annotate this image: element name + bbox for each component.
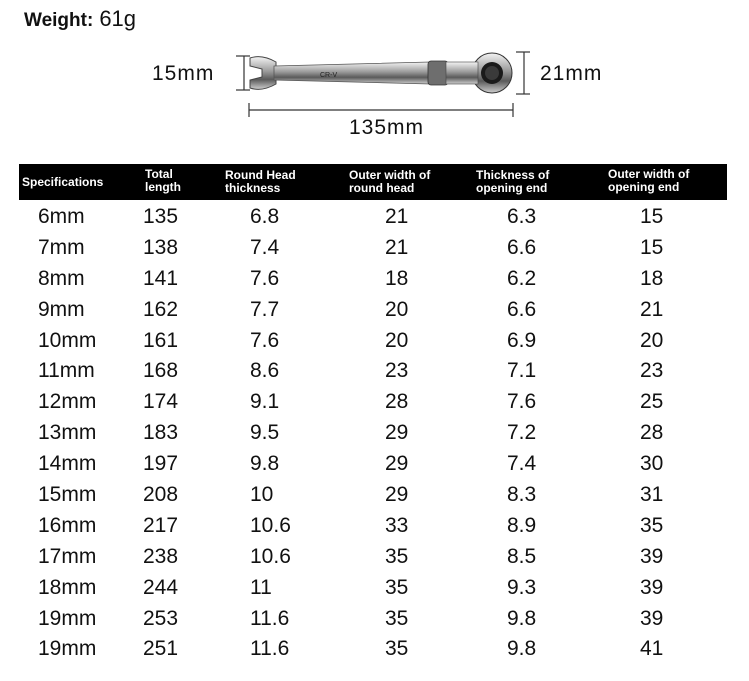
thickness-opening-cell: 7.4 xyxy=(507,452,537,476)
outer-width-opening-cell: 23 xyxy=(640,359,664,383)
table-row xyxy=(0,357,749,388)
thickness-opening-cell: 7.2 xyxy=(507,421,537,445)
table-row xyxy=(0,203,749,234)
outer-width-round-cell: 20 xyxy=(385,297,409,321)
weight-value: 61g xyxy=(99,6,137,31)
spec-cell: 15mm xyxy=(38,483,97,507)
thickness-opening-cell: 6.6 xyxy=(507,297,537,321)
table-row xyxy=(0,481,749,512)
outer-width-round-cell: 23 xyxy=(385,359,409,383)
round-head-thickness-cell: 8.6 xyxy=(250,359,280,383)
table-row xyxy=(0,327,749,358)
outer-width-opening-cell: 39 xyxy=(640,575,664,599)
outer-width-opening-cell: 39 xyxy=(640,544,664,568)
head-width-open-label: 15mm xyxy=(152,62,215,85)
header-outer-width-round: Outer width of round head xyxy=(349,168,431,195)
table-row xyxy=(0,543,749,574)
total-length-cell: 208 xyxy=(143,483,179,507)
total-length-cell: 217 xyxy=(143,513,179,537)
thickness-opening-cell: 6.3 xyxy=(507,205,537,228)
total-length-cell: 135 xyxy=(143,205,179,228)
spec-cell: 8mm xyxy=(38,266,85,290)
table-row xyxy=(0,605,749,636)
outer-width-opening-cell: 18 xyxy=(640,266,664,290)
round-head-thickness-cell: 6.8 xyxy=(250,205,280,228)
weight-spec xyxy=(24,6,136,32)
spec-cell: 11mm xyxy=(38,359,95,383)
spec-cell: 19mm xyxy=(38,637,97,661)
outer-width-round-cell: 35 xyxy=(385,544,409,568)
table-header xyxy=(19,164,727,200)
outer-width-opening-cell: 25 xyxy=(640,390,664,414)
total-length-cell: 238 xyxy=(143,544,179,568)
thickness-opening-cell: 9.3 xyxy=(507,575,537,599)
outer-width-opening-cell: 41 xyxy=(640,637,664,661)
outer-width-round-cell: 35 xyxy=(385,575,409,599)
outer-width-opening-cell: 30 xyxy=(640,452,664,476)
outer-width-round-cell: 20 xyxy=(385,328,409,352)
thickness-opening-cell: 9.8 xyxy=(507,606,537,630)
spec-cell: 9mm xyxy=(38,297,85,321)
spec-cell: 7mm xyxy=(38,235,85,259)
spec-cell: 18mm xyxy=(38,575,97,599)
outer-width-round-cell: 35 xyxy=(385,606,409,630)
thickness-opening-cell: 8.3 xyxy=(507,483,537,507)
total-length-cell: 161 xyxy=(143,328,179,352)
outer-width-round-cell: 35 xyxy=(385,637,409,661)
outer-width-opening-cell: 28 xyxy=(640,421,664,445)
total-length-cell: 183 xyxy=(143,421,179,445)
table-row xyxy=(0,265,749,296)
wrench-diagram xyxy=(0,40,749,150)
thickness-opening-cell: 8.9 xyxy=(507,513,537,537)
table-row xyxy=(0,574,749,605)
thickness-opening-cell: 9.8 xyxy=(507,637,537,661)
outer-width-round-cell: 21 xyxy=(385,235,409,259)
outer-width-opening-cell: 20 xyxy=(640,328,664,352)
spec-cell: 6mm xyxy=(38,205,85,228)
round-head-thickness-cell: 10 xyxy=(250,483,274,507)
outer-width-opening-cell: 21 xyxy=(640,297,664,321)
total-length-cell: 253 xyxy=(143,606,179,630)
outer-width-opening-cell: 15 xyxy=(640,205,664,228)
round-head-thickness-cell: 9.1 xyxy=(250,390,280,414)
round-head-thickness-cell: 9.5 xyxy=(250,421,280,445)
spec-cell: 13mm xyxy=(38,421,97,445)
outer-width-opening-cell: 39 xyxy=(640,606,664,630)
spec-cell: 16mm xyxy=(38,513,97,537)
table-row xyxy=(0,388,749,419)
round-head-thickness-cell: 7.6 xyxy=(250,328,280,352)
outer-width-round-cell: 29 xyxy=(385,421,409,445)
table-row xyxy=(0,296,749,327)
total-length-cell: 174 xyxy=(143,390,179,414)
table-row xyxy=(0,512,749,543)
spec-table-body xyxy=(0,203,749,666)
round-head-thickness-cell: 11.6 xyxy=(250,637,290,661)
round-head-thickness-cell: 9.8 xyxy=(250,452,280,476)
spec-cell: 19mm xyxy=(38,606,97,630)
head-width-ring-label: 21mm xyxy=(540,62,603,85)
thickness-opening-cell: 8.5 xyxy=(507,544,537,568)
spec-cell: 12mm xyxy=(38,390,97,414)
spec-cell: 17mm xyxy=(38,544,97,568)
total-length-cell: 162 xyxy=(143,297,179,321)
thickness-opening-cell: 6.2 xyxy=(507,266,537,290)
round-head-thickness-cell: 7.6 xyxy=(250,266,280,290)
spec-cell: 10mm xyxy=(38,328,97,352)
thickness-opening-cell: 6.6 xyxy=(507,235,537,259)
outer-width-round-cell: 29 xyxy=(385,483,409,507)
header-outer-width-opening: Outer width of opening end xyxy=(608,167,690,194)
thickness-opening-cell: 7.6 xyxy=(507,390,537,414)
outer-width-round-cell: 28 xyxy=(385,390,409,414)
table-row xyxy=(0,450,749,481)
outer-width-round-cell: 21 xyxy=(385,205,409,228)
round-head-thickness-cell: 7.4 xyxy=(250,235,280,259)
round-head-thickness-cell: 11 xyxy=(250,575,272,599)
total-length-cell: 244 xyxy=(143,575,179,599)
total-length-cell: 141 xyxy=(143,266,179,290)
wrench-engraving: CR-V xyxy=(320,72,338,79)
outer-width-opening-cell: 31 xyxy=(640,483,664,507)
table-row xyxy=(0,635,749,666)
total-length-cell: 251 xyxy=(143,637,179,661)
outer-width-round-cell: 29 xyxy=(385,452,409,476)
header-total-length: Total length xyxy=(145,167,181,194)
round-head-thickness-cell: 7.7 xyxy=(250,297,280,321)
outer-width-round-cell: 33 xyxy=(385,513,409,537)
weight-label: Weight: xyxy=(24,10,94,31)
outer-width-opening-cell: 15 xyxy=(640,235,664,259)
thickness-opening-cell: 6.9 xyxy=(507,328,537,352)
thickness-opening-cell: 7.1 xyxy=(507,359,537,383)
round-head-thickness-cell: 10.6 xyxy=(250,513,291,537)
total-length-cell: 138 xyxy=(143,235,179,259)
spec-cell: 14mm xyxy=(38,452,97,476)
table-row xyxy=(0,234,749,265)
round-head-thickness-cell: 11.6 xyxy=(250,606,290,630)
total-length-cell: 197 xyxy=(143,452,179,476)
outer-width-opening-cell: 35 xyxy=(640,513,664,537)
length-label: 135mm xyxy=(349,116,425,139)
header-thickness-opening: Thickness of opening end xyxy=(476,168,550,195)
header-round-head-thickness: Round Head thickness xyxy=(225,168,296,195)
outer-width-round-cell: 18 xyxy=(385,266,409,290)
header-specifications: Specifications xyxy=(22,175,104,189)
round-head-thickness-cell: 10.6 xyxy=(250,544,291,568)
table-row xyxy=(0,419,749,450)
total-length-cell: 168 xyxy=(143,359,179,383)
